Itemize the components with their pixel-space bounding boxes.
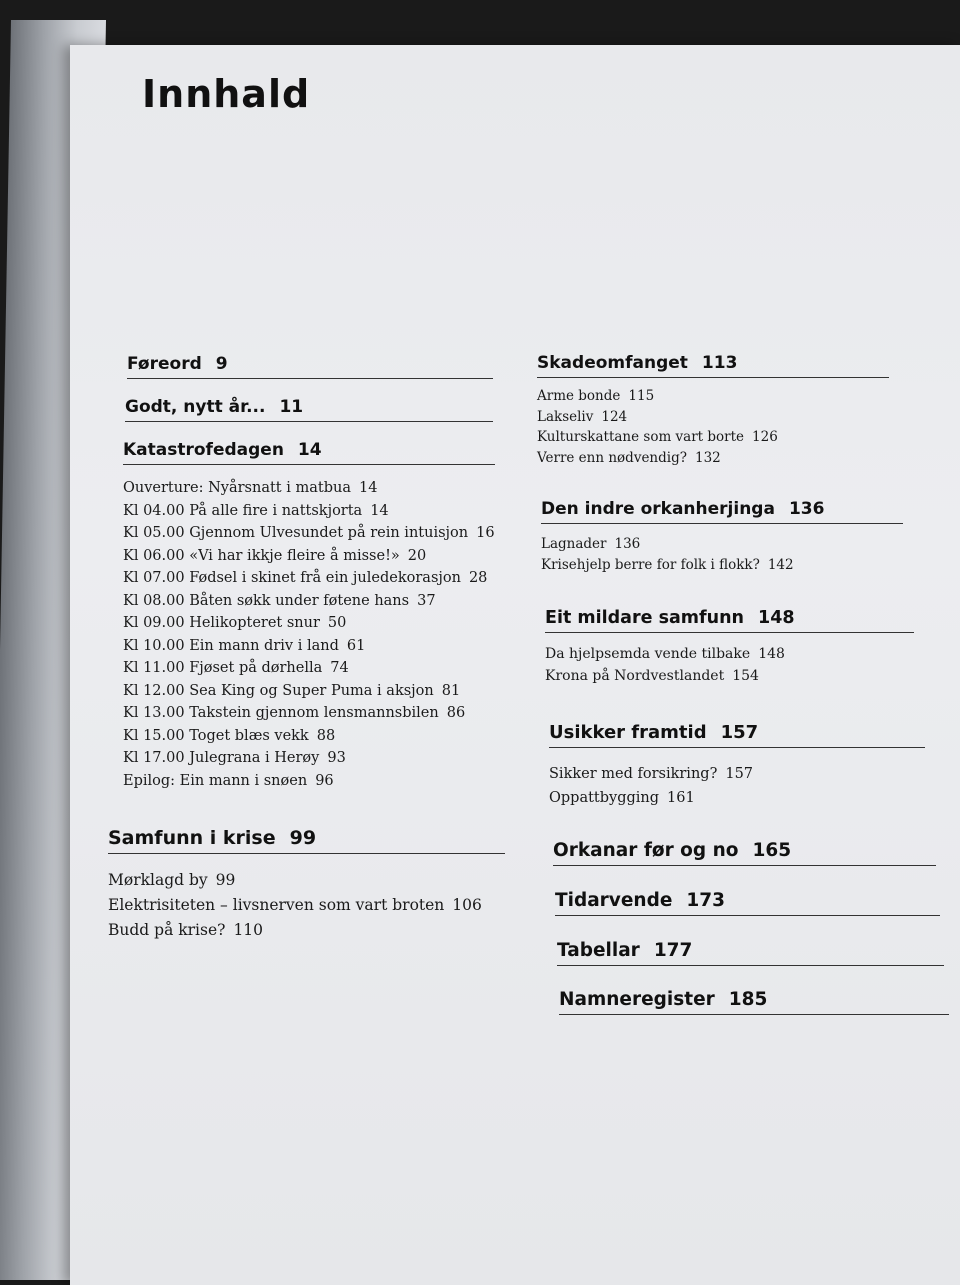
section-heading: Katastrofedagen 14 bbox=[123, 440, 495, 465]
section-heading: Namneregister 185 bbox=[559, 989, 949, 1015]
entry-list bbox=[541, 534, 903, 576]
section-heading: Tabellar 177 bbox=[557, 940, 944, 966]
toc-section-skadeomfanget bbox=[537, 353, 889, 468]
toc-section-orkanar bbox=[553, 840, 936, 866]
section-heading: Føreord 9 bbox=[127, 354, 493, 379]
toc-entry: Krisehjelp berre for folk i flokk? 142 bbox=[541, 557, 794, 573]
toc-entry: Arme bonde 115 bbox=[537, 388, 655, 404]
toc-entry: Kl 13.00 Takstein gjennom lensmannsbilen 86 bbox=[123, 705, 466, 721]
section-heading: Skadeomfanget 113 bbox=[537, 353, 889, 378]
toc-entry: Kl 12.00 Sea King og Super Puma i aksjon 81 bbox=[123, 682, 461, 699]
toc-section-tidarvende bbox=[555, 890, 940, 916]
toc-entry: Kl 09.00 Helikopteret snur 50 bbox=[123, 615, 347, 631]
toc-entry: Lagnader 136 bbox=[541, 536, 641, 552]
toc-entry: Kl 15.00 Toget blæs vekk 88 bbox=[123, 727, 336, 744]
toc-entry: Kulturskattane som vart borte 126 bbox=[537, 429, 778, 445]
toc-entry: Kl 10.00 Ein mann driv i land 61 bbox=[123, 637, 366, 654]
section-heading: Godt, nytt år... 11 bbox=[125, 397, 493, 422]
toc-entry: Kl 07.00 Fødsel i skinet frå ein juledekorasjon 28 bbox=[123, 570, 488, 586]
section-heading: Orkanar før og no 165 bbox=[553, 840, 936, 866]
toc-section-usikker bbox=[549, 722, 925, 810]
section-heading: Usikker framtid 157 bbox=[549, 722, 925, 748]
toc-entry: Elektrisiteten – livsnerven som vart broten 106 bbox=[108, 896, 482, 914]
section-heading: Eit mildare samfunn 148 bbox=[545, 608, 914, 633]
toc-entry: Kl 05.00 Gjennom Ulvesundet på rein intuisjon 16 bbox=[123, 525, 495, 541]
toc-section-eit-mildare bbox=[545, 608, 914, 687]
toc-entry: Kl 11.00 Fjøset på dørhella 74 bbox=[123, 660, 349, 676]
toc-entry: Lakseliv 124 bbox=[537, 408, 628, 425]
toc-entry: Krona på Nordvestlandet 154 bbox=[545, 668, 759, 684]
entry-list bbox=[123, 477, 495, 792]
toc-entry: Mørklagd by 99 bbox=[108, 871, 236, 889]
section-heading: Samfunn i krise 99 bbox=[108, 827, 505, 854]
toc-entry: Oppattbygging 161 bbox=[549, 790, 695, 806]
section-heading: Den indre orkanherjinga 136 bbox=[541, 499, 903, 524]
toc-entry: Budd på krise? 110 bbox=[108, 921, 264, 939]
toc-section-foreord bbox=[127, 354, 493, 379]
toc-section-den-indre bbox=[541, 499, 903, 576]
entry-list bbox=[545, 643, 914, 687]
toc-section-namneregister bbox=[559, 989, 949, 1015]
toc-entry: Kl 04.00 På alle fire i nattskjorta 14 bbox=[123, 502, 389, 519]
toc-section-godt-nytt bbox=[125, 397, 493, 422]
entry-list bbox=[549, 762, 925, 810]
toc-entry: Ouverture: Nyårsnatt i matbua 14 bbox=[123, 480, 378, 496]
toc-entry: Verre enn nødvendig? 132 bbox=[537, 449, 721, 466]
toc-section-tabellar bbox=[557, 940, 944, 966]
toc-entry: Kl 08.00 Båten søkk under føtene hans 37 bbox=[123, 592, 436, 609]
page-title: Innhald bbox=[142, 72, 311, 116]
entry-list bbox=[108, 868, 505, 943]
section-heading: Tidarvende 173 bbox=[555, 890, 940, 916]
entry-list bbox=[537, 386, 889, 468]
toc-section-katastrofedagen bbox=[123, 440, 495, 792]
toc-section-samfunn-i-krise bbox=[108, 827, 505, 943]
toc-entry: Da hjelpsemda vende tilbake 148 bbox=[545, 646, 785, 662]
toc-entry: Kl 17.00 Julegrana i Herøy 93 bbox=[123, 750, 346, 766]
toc-entry: Kl 06.00 «Vi har ikkje fleire å misse!» 20 bbox=[123, 547, 427, 564]
toc-entry: Epilog: Ein mann i snøen 96 bbox=[123, 772, 334, 789]
toc-entry: Sikker med forsikring? 157 bbox=[549, 766, 754, 782]
